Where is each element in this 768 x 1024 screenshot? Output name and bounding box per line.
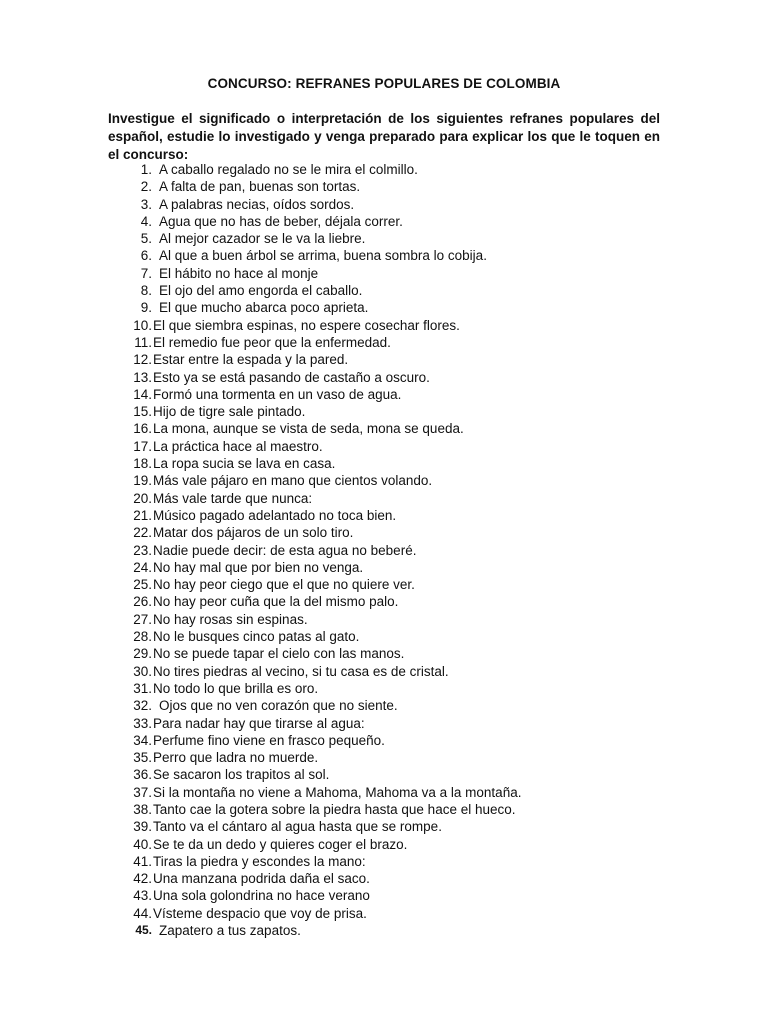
proverb-text: No tires piedras al vecino, si tu casa es de cristal. bbox=[153, 663, 449, 679]
proverb-item bbox=[108, 645, 668, 662]
proverb-number: 8. bbox=[140, 283, 152, 299]
proverb-item bbox=[108, 611, 668, 628]
proverb-number: 16. bbox=[133, 421, 152, 437]
proverb-item bbox=[108, 282, 668, 299]
proverb-text: No todo lo que brilla es oro. bbox=[153, 680, 319, 696]
proverb-item bbox=[108, 178, 668, 195]
proverb-text: El remedio fue peor que la enfermedad. bbox=[153, 334, 391, 350]
proverb-number: 23. bbox=[133, 542, 152, 558]
proverb-item bbox=[108, 905, 668, 922]
proverb-item bbox=[108, 351, 668, 368]
proverb-number: 27. bbox=[133, 611, 152, 627]
proverb-number: 34. bbox=[133, 732, 152, 748]
proverb-item bbox=[108, 870, 668, 887]
proverb-text: El hábito no hace al monje bbox=[159, 265, 319, 281]
proverb-item bbox=[108, 628, 668, 645]
proverb-text: Al mejor cazador se le va la liebre. bbox=[159, 231, 366, 247]
proverb-number: 39. bbox=[133, 819, 152, 835]
proverb-text: Vísteme despacio que voy de prisa. bbox=[153, 905, 367, 921]
proverb-item bbox=[108, 213, 668, 230]
proverb-number: 41. bbox=[133, 853, 152, 869]
proverb-number: 21. bbox=[133, 507, 152, 523]
proverb-item bbox=[108, 403, 668, 420]
proverb-text: Esto ya se está pasando de castaño a oscuro. bbox=[153, 369, 430, 385]
proverb-item bbox=[108, 507, 668, 524]
proverb-number: 38. bbox=[133, 801, 152, 817]
proverb-text: El ojo del amo engorda el caballo. bbox=[159, 283, 363, 299]
proverb-text: El que mucho abarca poco aprieta. bbox=[159, 300, 369, 316]
proverb-number: 11. bbox=[134, 334, 152, 350]
proverb-number: 28. bbox=[133, 629, 152, 645]
proverb-text: Matar dos pájaros de un solo tiro. bbox=[153, 525, 354, 541]
proverb-item bbox=[108, 766, 668, 783]
proverb-item bbox=[108, 853, 668, 870]
proverb-text: Más vale tarde que nunca: bbox=[153, 490, 313, 506]
proverb-item bbox=[108, 542, 668, 559]
proverb-number: 3. bbox=[140, 196, 152, 212]
proverb-number: 40. bbox=[133, 836, 152, 852]
proverb-item bbox=[108, 749, 668, 766]
proverb-text: Si la montaña no viene a Mahoma, Mahoma va a la montaña. bbox=[153, 784, 522, 800]
proverb-number: 42. bbox=[133, 871, 152, 887]
proverb-item bbox=[108, 386, 668, 403]
proverb-text: Hijo de tigre sale pintado. bbox=[153, 404, 306, 420]
proverb-item bbox=[108, 680, 668, 697]
proverb-number: 43. bbox=[133, 888, 152, 904]
proverb-text: Estar entre la espada y la pared. bbox=[153, 352, 349, 368]
proverb-number: 9. bbox=[140, 300, 152, 316]
proverb-number: 13. bbox=[133, 369, 152, 385]
proverb-item bbox=[108, 576, 668, 593]
proverb-text: Perro que ladra no muerde. bbox=[153, 750, 319, 766]
proverb-number: 26. bbox=[133, 594, 152, 610]
proverb-text: No hay rosas sin espinas. bbox=[153, 611, 308, 627]
proverb-number: 30. bbox=[133, 663, 152, 679]
proverb-item bbox=[108, 317, 668, 334]
proverb-text: Perfume fino viene en frasco pequeño. bbox=[153, 732, 385, 748]
proverb-text: No se puede tapar el cielo con las manos. bbox=[153, 646, 405, 662]
proverb-number: 14. bbox=[133, 386, 152, 402]
proverb-text: Ojos que no ven corazón que no siente. bbox=[159, 698, 398, 714]
proverb-text: No le busques cinco patas al gato. bbox=[153, 629, 360, 645]
proverb-number: 32. bbox=[133, 698, 152, 714]
proverb-number: 29. bbox=[133, 646, 152, 662]
proverb-number: 18. bbox=[133, 456, 152, 472]
proverb-item bbox=[108, 836, 668, 853]
proverb-number: 44. bbox=[133, 905, 152, 921]
proverb-item bbox=[108, 265, 668, 282]
proverb-item bbox=[108, 490, 668, 507]
proverb-text: El que siembra espinas, no espere cosechar flores. bbox=[153, 317, 460, 333]
proverb-item bbox=[108, 420, 668, 437]
proverb-item bbox=[108, 559, 668, 576]
proverb-text: Nadie puede decir: de esta agua no beberé. bbox=[153, 542, 417, 558]
proverb-text: Agua que no has de beber, déjala correr. bbox=[159, 213, 403, 229]
proverb-text: Al que a buen árbol se arrima, buena sombra lo cobija. bbox=[159, 248, 487, 264]
proverb-number: 25. bbox=[133, 577, 152, 593]
proverb-number: 45. bbox=[135, 923, 152, 938]
proverb-number: 36. bbox=[133, 767, 152, 783]
proverb-text: A falta de pan, buenas son tortas. bbox=[159, 179, 361, 195]
proverb-item bbox=[108, 196, 668, 213]
proverb-number: 4. bbox=[140, 213, 152, 229]
proverb-number: 12. bbox=[133, 352, 152, 368]
proverb-text: La práctica hace al maestro. bbox=[153, 438, 323, 454]
proverb-number: 1. bbox=[140, 162, 152, 177]
proverb-item bbox=[108, 784, 668, 801]
proverb-text: Músico pagado adelantado no toca bien. bbox=[153, 507, 397, 523]
proverb-item bbox=[108, 161, 668, 178]
proverb-number: 17. bbox=[133, 438, 152, 454]
proverb-item bbox=[108, 334, 668, 351]
proverb-text: Una manzana podrida daña el saco. bbox=[153, 871, 370, 887]
proverb-text: Tiras la piedra y escondes la mano: bbox=[153, 853, 366, 869]
proverb-text: Para nadar hay que tirarse al agua: bbox=[153, 715, 365, 731]
proverb-number: 7. bbox=[140, 265, 152, 281]
proverb-item bbox=[108, 438, 668, 455]
proverb-text: No hay mal que por bien no venga. bbox=[153, 559, 364, 575]
proverb-item bbox=[108, 887, 668, 904]
proverb-number: 35. bbox=[133, 750, 152, 766]
proverb-number: 10. bbox=[133, 317, 152, 333]
proverb-item bbox=[108, 715, 668, 732]
proverb-number: 31. bbox=[133, 680, 152, 696]
proverb-number: 19. bbox=[133, 473, 152, 489]
proverb-number: 20. bbox=[133, 490, 152, 506]
proverb-number: 24. bbox=[133, 559, 152, 575]
document-instructions: Investigue el significado o interpretación de los siguientes refranes populares del español, estudie lo investigado y venga preparado para explicar los que le toquen en el concurso: bbox=[108, 111, 660, 162]
proverb-number: 22. bbox=[133, 525, 152, 541]
proverb-item bbox=[108, 247, 668, 264]
proverb-text: Zapatero a tus zapatos. bbox=[159, 923, 301, 939]
proverb-text: La mona, aunque se vista de seda, mona se queda. bbox=[153, 421, 464, 437]
proverb-text: Una sola golondrina no hace verano bbox=[153, 888, 370, 904]
proverb-number: 33. bbox=[133, 715, 152, 731]
proverb-item bbox=[108, 801, 668, 818]
proverb-item bbox=[108, 818, 668, 835]
proverb-text: Se te da un dedo y quieres coger el brazo. bbox=[153, 836, 408, 852]
proverb-item bbox=[108, 524, 668, 541]
proverb-number: 2. bbox=[140, 179, 152, 195]
proverb-item bbox=[108, 697, 668, 714]
proverb-item bbox=[108, 299, 668, 316]
proverb-text: Más vale pájaro en mano que cientos volando. bbox=[153, 473, 433, 489]
proverb-text: Se sacaron los trapitos al sol. bbox=[153, 767, 330, 783]
proverb-text: No hay peor ciego que el que no quiere ver. bbox=[153, 577, 415, 593]
proverb-item bbox=[108, 593, 668, 610]
proverb-text: Tanto cae la gotera sobre la piedra hasta que hace el hueco. bbox=[153, 801, 516, 817]
proverb-item bbox=[108, 455, 668, 472]
proverb-number: 37. bbox=[133, 784, 152, 800]
proverb-text: La ropa sucia se lava en casa. bbox=[153, 456, 336, 472]
proverb-item bbox=[108, 663, 668, 680]
proverb-number: 15. bbox=[133, 404, 152, 420]
proverb-item bbox=[108, 732, 668, 749]
proverb-text: Formó una tormenta en un vaso de agua. bbox=[153, 386, 402, 402]
proverb-number: 6. bbox=[140, 248, 152, 264]
document-title: CONCURSO: REFRANES POPULARES DE COLOMBIA bbox=[207, 76, 561, 91]
proverb-item bbox=[108, 230, 668, 247]
proverb-text: No hay peor cuña que la del mismo palo. bbox=[153, 594, 399, 610]
proverb-list bbox=[108, 161, 668, 939]
proverb-text: A caballo regalado no se le mira el colmillo. bbox=[159, 162, 418, 177]
proverb-text: Tanto va el cántaro al agua hasta que se rompe. bbox=[153, 819, 442, 835]
proverb-item bbox=[108, 472, 668, 489]
proverb-number: 5. bbox=[140, 231, 152, 247]
proverb-item bbox=[108, 922, 668, 939]
proverb-text: A palabras necias, oídos sordos. bbox=[159, 196, 355, 212]
proverb-item bbox=[108, 369, 668, 386]
